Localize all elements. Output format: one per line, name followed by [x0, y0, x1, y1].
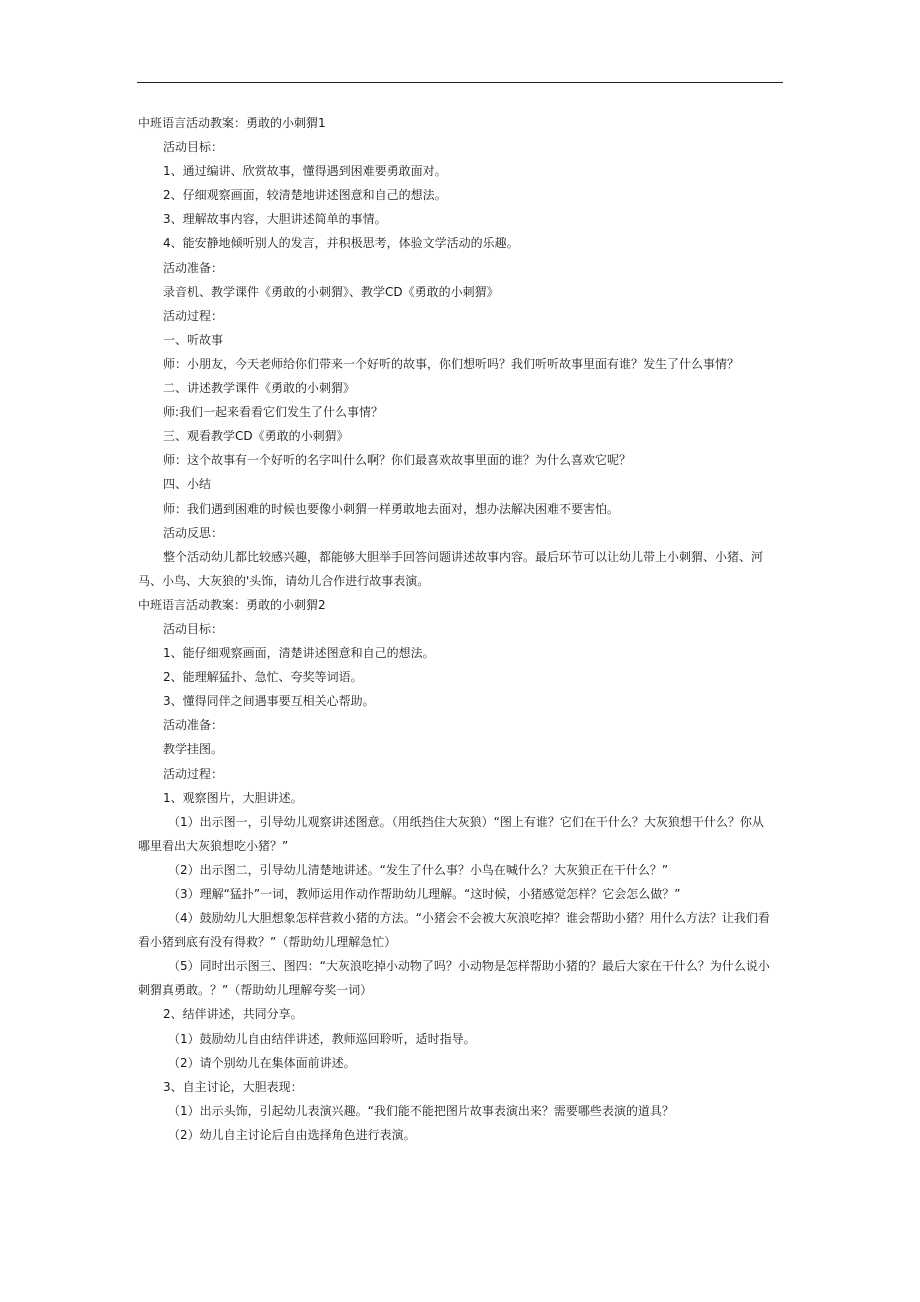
- text-line: 2、结伴讲述，共同分享。: [163, 1007, 303, 1022]
- text-line: 4、能安静地倾听别人的发言，并积极思考，体验文学活动的乐趣。: [163, 236, 519, 251]
- text-line: 活动反思：: [163, 525, 224, 540]
- text-line: 活动过程：: [163, 308, 224, 323]
- text-line: 师:我们一起来看看它们发生了什么事情？: [163, 405, 384, 420]
- section-title: 中班语言活动教案：勇敢的小刺猬2: [138, 597, 326, 612]
- text-line: 师：小朋友，今天老师给你们带来一个好听的故事，你们想听吗？我们听听故事里面有谁？发生了什么事情？: [163, 356, 740, 371]
- text-line: 哪里看出大灰狼想吃小猪？”: [138, 838, 289, 853]
- text-line: （1）鼓励幼儿自由结伴讲述，教师巡回聆听，适时指导。: [168, 1031, 476, 1046]
- text-line: 马、小鸟、大灰狼的'头饰，请幼儿合作进行故事表演。: [138, 573, 430, 588]
- text-line: 活动目标：: [163, 140, 224, 155]
- text-line: 3、懂得同伴之间遇事要互相关心帮助。: [163, 694, 375, 709]
- text-line: 1、能仔细观察画面，清楚讲述图意和自己的想法。: [163, 646, 435, 661]
- text-line: 1、通过编讲、欣赏故事，懂得遇到困难要勇敢面对。: [163, 164, 447, 179]
- text-line: 师：我们遇到困难的时候也要像小刺猬一样勇敢地去面对，想办法解决困难不要害怕。: [163, 501, 620, 516]
- text-line: 2、仔细观察画面，较清楚地讲述图意和自己的想法。: [163, 188, 447, 203]
- header-rule: [137, 82, 783, 83]
- text-line: 看小猪到底有没有得救？”（帮助幼儿理解急忙）: [138, 935, 397, 950]
- text-line: 活动目标：: [163, 621, 224, 636]
- text-line: （2）出示图二，引导幼儿清楚地讲述。“发生了什么事？小鸟在喊什么？大灰狼正在干什么？”: [168, 862, 669, 877]
- text-line: 活动过程：: [163, 766, 224, 781]
- text-line: 教学挂图。: [163, 742, 224, 757]
- document-body: [138, 111, 784, 1147]
- text-line: 师：这个故事有一个好听的名字叫什么啊？你们最喜欢故事里面的谁？为什么喜欢它呢？: [163, 453, 632, 468]
- text-line: （1）出示头饰，引起幼儿表演兴趣。“我们能不能把图片故事表演出来？需要哪些表演的道具？: [168, 1103, 674, 1118]
- text-line: （2）请个别幼儿在集体面前讲述。: [168, 1055, 356, 1070]
- text-line: 一、听故事: [163, 332, 224, 347]
- text-line: 录音机、教学课件《勇敢的小刺猬》、教学CD《勇敢的小刺猬》: [163, 284, 499, 299]
- text-line: 3、理解故事内容，大胆讲述简单的事情。: [163, 212, 387, 227]
- text-line: （2）幼儿自主讨论后自由选择角色进行表演。: [168, 1127, 416, 1142]
- section-title: 中班语言活动教案：勇敢的小刺猬1: [138, 116, 326, 130]
- text-line: 刺猬真勇敢。？”（帮助幼儿理解夸奖一词）: [138, 983, 373, 998]
- text-line: 二、讲述教学课件《勇敢的小刺猬》: [163, 381, 356, 396]
- text-line: 2、能理解猛扑、急忙、夸奖等词语。: [163, 670, 363, 685]
- text-line: 3、自主讨论，大胆表现：: [163, 1079, 303, 1094]
- text-line: 四、小结: [163, 477, 212, 492]
- text-line: 1、观察图片，大胆讲述。: [163, 790, 303, 805]
- text-line: （5）同时出示图三、图四：“大灰浪吃掉小动物了吗？小动物是怎样帮助小猪的？最后大家在干什么？为什么说小: [168, 959, 770, 974]
- text-line: 整个活动幼儿都比较感兴趣，都能够大胆举手回答问题讲述故事内容。最后环节可以让幼儿带上小刺猬、小猪、河: [163, 549, 764, 564]
- text-line: （1）出示图一，引导幼儿观察讲述图意。（用纸挡住大灰狼）“图上有谁？它们在干什么？大灰狼想干什么？你从: [168, 814, 764, 829]
- text-line: 活动准备：: [163, 718, 224, 733]
- text-line: （4）鼓励幼儿大胆想象怎样营救小猪的方法。“小猪会不会被大灰浪吃掉？谁会帮助小猪？用什么方法？让我们看: [168, 911, 770, 926]
- text-line: （3）理解“猛扑”一词，教师运用作动作帮助幼儿理解。“这时候，小猪感觉怎样？它会怎么做？”: [168, 887, 681, 901]
- text-line: 活动准备：: [163, 260, 224, 275]
- text-line: 三、观看教学CD《勇敢的小刺猬》: [163, 429, 349, 444]
